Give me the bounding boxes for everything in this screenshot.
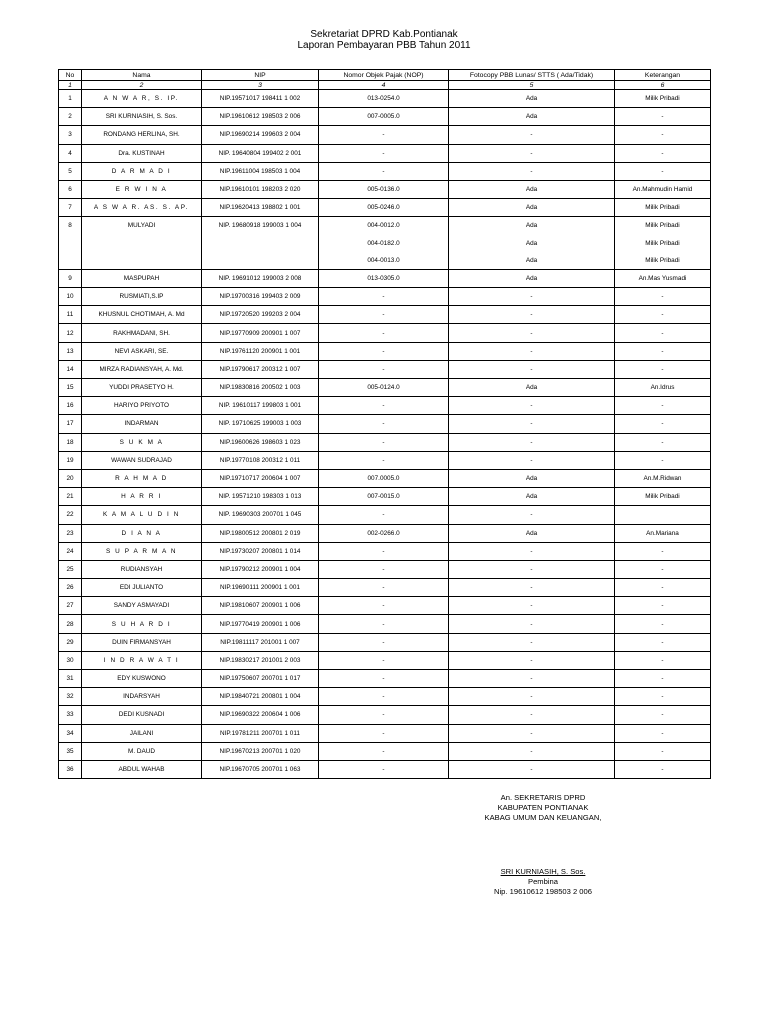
remarks: - bbox=[615, 108, 711, 126]
employee-name: RUDIANSYAH bbox=[82, 560, 202, 578]
remarks: - bbox=[615, 126, 711, 144]
row-number: 4 bbox=[59, 144, 82, 162]
receipt-status: - bbox=[449, 360, 615, 378]
employee-name: E R W I N A bbox=[82, 180, 202, 198]
tax-object-number: - bbox=[319, 415, 449, 433]
employee-name: RONDANG HERLINA, SH. bbox=[82, 126, 202, 144]
tax-object-number: 007.0005.0 bbox=[319, 469, 449, 487]
row-number: 11 bbox=[59, 306, 82, 324]
employee-name: EDY KUSWONO bbox=[82, 670, 202, 688]
signature-line-2: KABUPATEN PONTIANAK bbox=[497, 803, 589, 812]
row-number: 1 bbox=[59, 90, 82, 108]
tax-object-number: - bbox=[319, 579, 449, 597]
tax-object-number: - bbox=[319, 162, 449, 180]
employee-name bbox=[82, 252, 202, 270]
receipt-status: Ada bbox=[449, 90, 615, 108]
receipt-status: - bbox=[449, 342, 615, 360]
tax-object-number: - bbox=[319, 144, 449, 162]
receipt-status: - bbox=[449, 506, 615, 524]
receipt-status: - bbox=[449, 162, 615, 180]
employee-nip: NIP.19770108 200312 1 011 bbox=[202, 451, 319, 469]
receipt-status: - bbox=[449, 451, 615, 469]
row-number: 27 bbox=[59, 597, 82, 615]
employee-nip: NIP.19710717 200604 1 007 bbox=[202, 469, 319, 487]
signature-line-3: KABAG UMUM DAN KEUANGAN, bbox=[484, 813, 602, 822]
row-number: 31 bbox=[59, 670, 82, 688]
column-header-nama: Nama bbox=[82, 70, 202, 81]
row-number: 24 bbox=[59, 542, 82, 560]
remarks: - bbox=[615, 542, 711, 560]
table-row bbox=[59, 360, 711, 378]
employee-name: SANDY ASMAYADI bbox=[82, 597, 202, 615]
remarks: - bbox=[615, 451, 711, 469]
signature-block bbox=[428, 793, 658, 823]
row-number: 34 bbox=[59, 724, 82, 742]
column-header-nip: NIP bbox=[202, 70, 319, 81]
table-row bbox=[59, 433, 711, 451]
remarks: - bbox=[615, 597, 711, 615]
remarks: - bbox=[615, 615, 711, 633]
employee-name: INDARMAN bbox=[82, 415, 202, 433]
employee-nip: NIP.19810607 200901 1 006 bbox=[202, 597, 319, 615]
receipt-status: - bbox=[449, 706, 615, 724]
remarks: - bbox=[615, 415, 711, 433]
remarks: - bbox=[615, 670, 711, 688]
table-row bbox=[59, 379, 711, 397]
row-number: 5 bbox=[59, 162, 82, 180]
employee-name: K A M A L U D I N bbox=[82, 506, 202, 524]
remarks: - bbox=[615, 651, 711, 669]
table-row bbox=[59, 597, 711, 615]
receipt-status: - bbox=[449, 306, 615, 324]
table-row bbox=[59, 560, 711, 578]
tax-object-number: - bbox=[319, 688, 449, 706]
tax-object-number: 007-0005.0 bbox=[319, 108, 449, 126]
remarks: Milik Pribadi bbox=[615, 488, 711, 506]
table-row bbox=[59, 126, 711, 144]
employee-name: D A R M A D I bbox=[82, 162, 202, 180]
employee-name: S U P A R M A N bbox=[82, 542, 202, 560]
receipt-status: - bbox=[449, 670, 615, 688]
tax-object-number: - bbox=[319, 306, 449, 324]
tax-object-number: - bbox=[319, 651, 449, 669]
remarks: Milik Pribadi bbox=[615, 199, 711, 217]
row-number: 21 bbox=[59, 488, 82, 506]
receipt-status: - bbox=[449, 397, 615, 415]
column-number-row bbox=[59, 81, 711, 90]
receipt-status: - bbox=[449, 560, 615, 578]
employee-name: M. DAUD bbox=[82, 742, 202, 760]
row-number bbox=[59, 235, 82, 252]
remarks: - bbox=[615, 560, 711, 578]
employee-name: Dra. KUSTINAH bbox=[82, 144, 202, 162]
remarks: An.Idrus bbox=[615, 379, 711, 397]
row-number: 12 bbox=[59, 324, 82, 342]
tax-object-number: - bbox=[319, 742, 449, 760]
row-number: 19 bbox=[59, 451, 82, 469]
tax-object-number: - bbox=[319, 615, 449, 633]
employee-nip: NIP.19690111 200901 1 001 bbox=[202, 579, 319, 597]
employee-nip: NIP.19690214 199603 2 004 bbox=[202, 126, 319, 144]
remarks: - bbox=[615, 433, 711, 451]
employee-name: RAKHMADANI, SH. bbox=[82, 324, 202, 342]
table-row bbox=[59, 415, 711, 433]
employee-name bbox=[82, 235, 202, 252]
table-row bbox=[59, 506, 711, 524]
table-row bbox=[59, 651, 711, 669]
column-number: 6 bbox=[615, 81, 711, 90]
tax-object-number: - bbox=[319, 506, 449, 524]
receipt-status: Ada bbox=[449, 379, 615, 397]
employee-nip: NIP. 19571210 198303 1 013 bbox=[202, 488, 319, 506]
document-subtitle: Laporan Pembayaran PBB Tahun 2011 bbox=[297, 40, 471, 51]
receipt-status: Ada bbox=[449, 269, 615, 287]
employee-name: I N D R A W A T I bbox=[82, 651, 202, 669]
employee-nip bbox=[202, 235, 319, 252]
receipt-status: - bbox=[449, 415, 615, 433]
employee-name: MULYADI bbox=[82, 217, 202, 235]
row-number: 33 bbox=[59, 706, 82, 724]
table-row bbox=[59, 90, 711, 108]
employee-name: INDARSYAH bbox=[82, 688, 202, 706]
remarks: An.Mas Yusmadi bbox=[615, 269, 711, 287]
employee-nip: NIP.19720520 199203 2 004 bbox=[202, 306, 319, 324]
employee-nip: NIP.19790617 200312 1 007 bbox=[202, 360, 319, 378]
signatory-rank: Pembina bbox=[528, 877, 558, 886]
employee-name: WAWAN SUDRAJAD bbox=[82, 451, 202, 469]
receipt-status: - bbox=[449, 597, 615, 615]
table-row bbox=[59, 615, 711, 633]
remarks: Milik Pribadi bbox=[615, 252, 711, 270]
remarks: - bbox=[615, 288, 711, 306]
row-number: 26 bbox=[59, 579, 82, 597]
employee-nip: NIP.19730207 200801 1 014 bbox=[202, 542, 319, 560]
column-header-nop: Nomor Objek Pajak (NOP) bbox=[319, 70, 449, 81]
receipt-status: - bbox=[449, 433, 615, 451]
tax-object-number: 004-0013.0 bbox=[319, 252, 449, 270]
table-row bbox=[59, 633, 711, 651]
employee-name: RUSMIATI,S.IP bbox=[82, 288, 202, 306]
tax-object-number: - bbox=[319, 560, 449, 578]
row-number: 20 bbox=[59, 469, 82, 487]
remarks: - bbox=[615, 144, 711, 162]
remarks: - bbox=[615, 162, 711, 180]
row-number: 30 bbox=[59, 651, 82, 669]
row-number: 3 bbox=[59, 126, 82, 144]
row-number: 25 bbox=[59, 560, 82, 578]
employee-name: ABDUL WAHAB bbox=[82, 760, 202, 778]
employee-name: S U H A R D I bbox=[82, 615, 202, 633]
column-number: 1 bbox=[59, 81, 82, 90]
tax-object-number: - bbox=[319, 397, 449, 415]
employee-nip: NIP. 19680918 199003 1 004 bbox=[202, 217, 319, 235]
row-number: 2 bbox=[59, 108, 82, 126]
table-row bbox=[59, 199, 711, 217]
table-row bbox=[59, 724, 711, 742]
employee-nip: NIP.19700316 199403 2 009 bbox=[202, 288, 319, 306]
receipt-status: - bbox=[449, 144, 615, 162]
receipt-status: - bbox=[449, 742, 615, 760]
remarks: Milik Pribadi bbox=[615, 217, 711, 235]
employee-name: NEVI ASKARI, SE. bbox=[82, 342, 202, 360]
receipt-status: - bbox=[449, 288, 615, 306]
tax-object-number: - bbox=[319, 126, 449, 144]
employee-nip: NIP.19750607 200701 1 017 bbox=[202, 670, 319, 688]
tax-object-number: 004-0182.0 bbox=[319, 235, 449, 252]
row-number: 18 bbox=[59, 433, 82, 451]
row-number: 22 bbox=[59, 506, 82, 524]
tax-object-number: 004-0012.0 bbox=[319, 217, 449, 235]
tax-object-number: - bbox=[319, 633, 449, 651]
remarks: - bbox=[615, 306, 711, 324]
table-row bbox=[59, 342, 711, 360]
row-number: 29 bbox=[59, 633, 82, 651]
receipt-status: Ada bbox=[449, 524, 615, 542]
signatory-nip: Nip. 19610612 198503 2 006 bbox=[494, 887, 592, 896]
employee-nip: NIP.19800512 200801 2 019 bbox=[202, 524, 319, 542]
row-number bbox=[59, 252, 82, 270]
employee-nip: NIP. 19640804 199402 2 001 bbox=[202, 144, 319, 162]
receipt-status: Ada bbox=[449, 108, 615, 126]
table-row bbox=[59, 524, 711, 542]
employee-nip: NIP.19830816 200502 1 003 bbox=[202, 379, 319, 397]
employee-name: SRI KURNIASIH, S. Sos. bbox=[82, 108, 202, 126]
table-row bbox=[59, 324, 711, 342]
payment-table bbox=[58, 69, 711, 779]
signatory-name: SRI KURNIASIH, S. Sos. bbox=[500, 867, 586, 876]
column-number: 2 bbox=[82, 81, 202, 90]
remarks: Milik Pribadi bbox=[615, 90, 711, 108]
employee-nip: NIP.19571017 198411 1 002 bbox=[202, 90, 319, 108]
remarks: - bbox=[615, 760, 711, 778]
column-header-fotocopy: Fotocopy PBB Lunas/ STTS ( Ada/Tidak) bbox=[449, 70, 615, 81]
employee-nip: NIP.19610101 198203 2 020 bbox=[202, 180, 319, 198]
column-number: 4 bbox=[319, 81, 449, 90]
table-row bbox=[59, 451, 711, 469]
employee-nip: NIP.19770909 200901 1 007 bbox=[202, 324, 319, 342]
signatory-block bbox=[428, 867, 658, 897]
employee-nip: NIP.19830217 201001 2 003 bbox=[202, 651, 319, 669]
employee-name: HARIYO PRIYOTO bbox=[82, 397, 202, 415]
table-row bbox=[59, 269, 711, 287]
employee-nip: NIP.19781211 200701 1 011 bbox=[202, 724, 319, 742]
employee-nip: NIP.19611004 198503 1 004 bbox=[202, 162, 319, 180]
tax-object-number: 005-0246.0 bbox=[319, 199, 449, 217]
employee-nip: NIP. 19690303 200701 1 045 bbox=[202, 506, 319, 524]
tax-object-number: - bbox=[319, 288, 449, 306]
remarks: Milik Pribadi bbox=[615, 235, 711, 252]
receipt-status: - bbox=[449, 324, 615, 342]
table-row bbox=[59, 144, 711, 162]
receipt-status: - bbox=[449, 579, 615, 597]
tax-object-number: - bbox=[319, 597, 449, 615]
table-row bbox=[59, 488, 711, 506]
employee-name: A N W A R, S. IP. bbox=[82, 90, 202, 108]
row-number: 17 bbox=[59, 415, 82, 433]
receipt-status: - bbox=[449, 651, 615, 669]
table-row bbox=[59, 688, 711, 706]
receipt-status: Ada bbox=[449, 469, 615, 487]
receipt-status: - bbox=[449, 724, 615, 742]
employee-nip: NIP.19761120 200901 1 001 bbox=[202, 342, 319, 360]
employee-nip: NIP.19770419 200901 1 006 bbox=[202, 615, 319, 633]
receipt-status: - bbox=[449, 633, 615, 651]
table-row bbox=[59, 760, 711, 778]
employee-name: DEDI KUSNADI bbox=[82, 706, 202, 724]
employee-nip: NIP. 19691012 199003 2 008 bbox=[202, 269, 319, 287]
receipt-status: Ada bbox=[449, 180, 615, 198]
employee-nip bbox=[202, 252, 319, 270]
remarks: - bbox=[615, 579, 711, 597]
row-number: 14 bbox=[59, 360, 82, 378]
row-number: 9 bbox=[59, 269, 82, 287]
employee-nip: NIP.19670213 200701 1 020 bbox=[202, 742, 319, 760]
table-header-row bbox=[59, 70, 711, 81]
table-row bbox=[59, 706, 711, 724]
remarks: - bbox=[615, 742, 711, 760]
employee-name: H A R R I bbox=[82, 488, 202, 506]
employee-nip: NIP.19690322 200604 1 006 bbox=[202, 706, 319, 724]
row-number: 6 bbox=[59, 180, 82, 198]
row-number: 36 bbox=[59, 760, 82, 778]
employee-nip: NIP.19610612 198503 2 006 bbox=[202, 108, 319, 126]
remarks: An.Mahmudin Hamid bbox=[615, 180, 711, 198]
remarks: - bbox=[615, 397, 711, 415]
table-row bbox=[59, 108, 711, 126]
table-row bbox=[59, 217, 711, 235]
tax-object-number: - bbox=[319, 542, 449, 560]
employee-nip: NIP.19811117 201001 1 007 bbox=[202, 633, 319, 651]
receipt-status: Ada bbox=[449, 235, 615, 252]
tax-object-number: 005-0136.0 bbox=[319, 180, 449, 198]
receipt-status: - bbox=[449, 126, 615, 144]
employee-nip: NIP.19600626 198603 1 023 bbox=[202, 433, 319, 451]
column-header-no: No bbox=[59, 70, 82, 81]
table-row bbox=[59, 180, 711, 198]
table-row bbox=[59, 542, 711, 560]
tax-object-number: - bbox=[319, 670, 449, 688]
employee-name: D I A N A bbox=[82, 524, 202, 542]
remarks: - bbox=[615, 360, 711, 378]
receipt-status: Ada bbox=[449, 199, 615, 217]
employee-nip: NIP.19670705 200701 1 063 bbox=[202, 760, 319, 778]
tax-object-number: 007-0015.0 bbox=[319, 488, 449, 506]
remarks: - bbox=[615, 706, 711, 724]
table-row bbox=[59, 235, 711, 252]
receipt-status: - bbox=[449, 615, 615, 633]
employee-name: EDI JULIANTO bbox=[82, 579, 202, 597]
tax-object-number: 005-0124.0 bbox=[319, 379, 449, 397]
tax-object-number: - bbox=[319, 451, 449, 469]
row-number: 35 bbox=[59, 742, 82, 760]
receipt-status: Ada bbox=[449, 488, 615, 506]
tax-object-number: 013-0305.0 bbox=[319, 269, 449, 287]
row-number: 32 bbox=[59, 688, 82, 706]
employee-name: JAILANI bbox=[82, 724, 202, 742]
table-row bbox=[59, 469, 711, 487]
tax-object-number: - bbox=[319, 324, 449, 342]
employee-name: DUIN FIRMANSYAH bbox=[82, 633, 202, 651]
row-number: 15 bbox=[59, 379, 82, 397]
employee-name: MIRZA RADIANSYAH, A. Md. bbox=[82, 360, 202, 378]
table-row bbox=[59, 162, 711, 180]
employee-nip: NIP.19620413 198802 1 001 bbox=[202, 199, 319, 217]
signature-line-1: An. SEKRETARIS DPRD bbox=[500, 793, 586, 802]
tax-object-number: 013-0254.0 bbox=[319, 90, 449, 108]
tax-object-number: - bbox=[319, 342, 449, 360]
employee-name: KHUSNUL CHOTIMAH, A. Md bbox=[82, 306, 202, 324]
remarks bbox=[615, 506, 711, 524]
remarks: - bbox=[615, 724, 711, 742]
column-number: 3 bbox=[202, 81, 319, 90]
tax-object-number: - bbox=[319, 760, 449, 778]
employee-nip: NIP. 19610117 199803 1 001 bbox=[202, 397, 319, 415]
employee-name: YUDDI PRASETYO H. bbox=[82, 379, 202, 397]
row-number: 16 bbox=[59, 397, 82, 415]
table-body bbox=[59, 90, 711, 779]
row-number: 13 bbox=[59, 342, 82, 360]
table-row bbox=[59, 579, 711, 597]
table-row bbox=[59, 670, 711, 688]
receipt-status: Ada bbox=[449, 252, 615, 270]
remarks: - bbox=[615, 633, 711, 651]
table-row bbox=[59, 252, 711, 270]
employee-name: S U K M A bbox=[82, 433, 202, 451]
table-row bbox=[59, 306, 711, 324]
employee-name: A S W A R. AS. S. AP. bbox=[82, 199, 202, 217]
row-number: 7 bbox=[59, 199, 82, 217]
tax-object-number: - bbox=[319, 706, 449, 724]
table-row bbox=[59, 742, 711, 760]
remarks: An.M.Ridwan bbox=[615, 469, 711, 487]
row-number: 28 bbox=[59, 615, 82, 633]
employee-name: MASPUPAH bbox=[82, 269, 202, 287]
receipt-status: - bbox=[449, 760, 615, 778]
remarks: - bbox=[615, 324, 711, 342]
table-row bbox=[59, 397, 711, 415]
remarks: - bbox=[615, 342, 711, 360]
employee-nip: NIP.19790212 200901 1 004 bbox=[202, 560, 319, 578]
row-number: 23 bbox=[59, 524, 82, 542]
employee-nip: NIP. 19710625 199003 1 003 bbox=[202, 415, 319, 433]
remarks: An.Mariana bbox=[615, 524, 711, 542]
receipt-status: - bbox=[449, 688, 615, 706]
column-number: 5 bbox=[449, 81, 615, 90]
receipt-status: Ada bbox=[449, 217, 615, 235]
column-header-keterangan: Keterangan bbox=[615, 70, 711, 81]
tax-object-number: 002-0266.0 bbox=[319, 524, 449, 542]
document-title: Sekretariat DPRD Kab.Pontianak bbox=[310, 29, 458, 40]
receipt-status: - bbox=[449, 542, 615, 560]
row-number: 10 bbox=[59, 288, 82, 306]
row-number: 8 bbox=[59, 217, 82, 235]
employee-nip: NIP.19840721 200801 1 004 bbox=[202, 688, 319, 706]
tax-object-number: - bbox=[319, 433, 449, 451]
tax-object-number: - bbox=[319, 724, 449, 742]
employee-name: R A H M A D bbox=[82, 469, 202, 487]
tax-object-number: - bbox=[319, 360, 449, 378]
table-row bbox=[59, 288, 711, 306]
remarks: - bbox=[615, 688, 711, 706]
